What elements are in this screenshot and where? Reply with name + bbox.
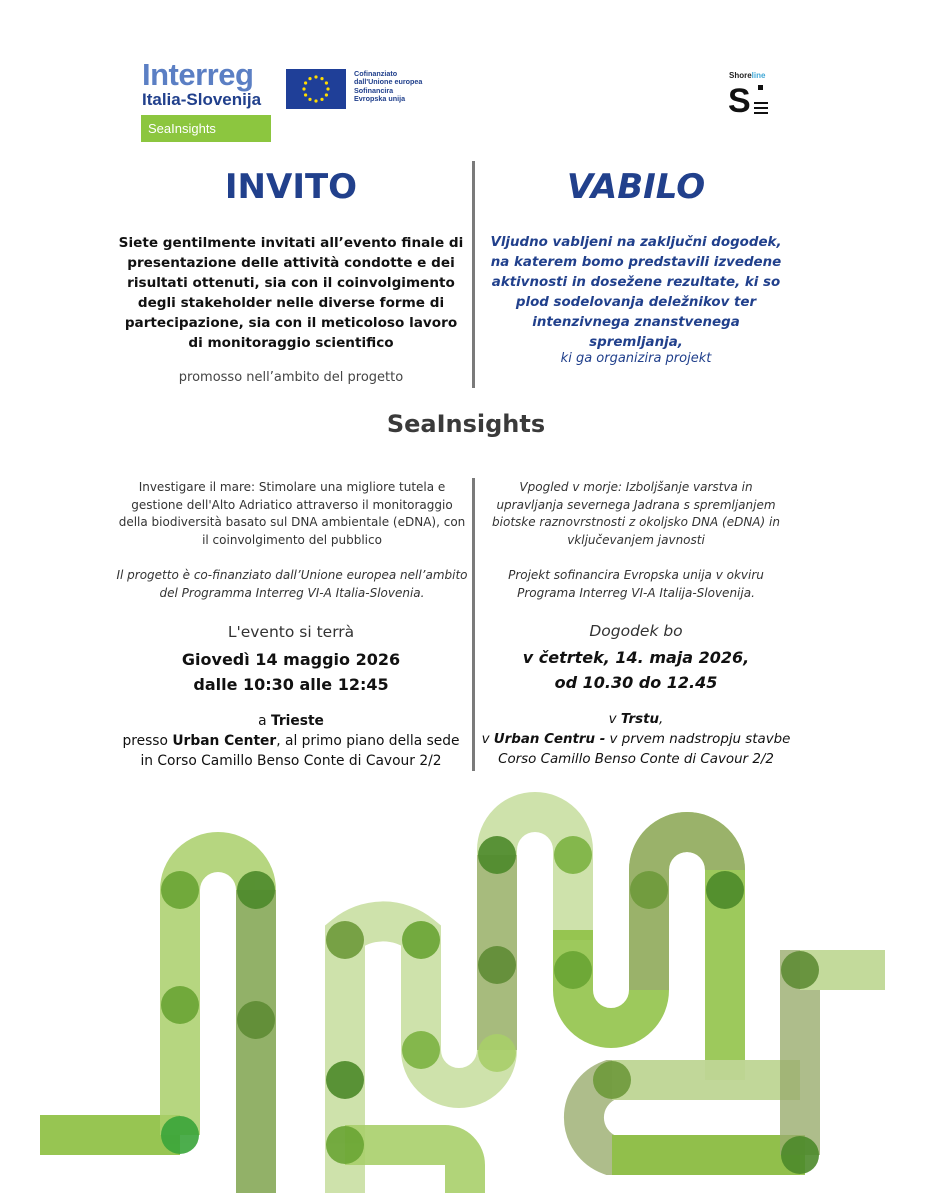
project-badge: SeaInsights [141, 115, 271, 142]
svg-text:S: S [728, 82, 751, 120]
loc-city-sl: Trstu [620, 712, 660, 727]
cofin-line-3: Sofinancira [354, 85, 394, 95]
event-date-slovenian: v četrtek, 14. maja 2026, [522, 648, 750, 667]
project-name: SeaInsights [386, 410, 546, 438]
event-time-italian: dalle 10:30 alle 12:45 [193, 675, 389, 694]
funding-slovenian: Projekt sofinancira Evropska unija v okviru Programa Interreg VI-A Italija-Slovenija. [508, 568, 764, 600]
promo-slovenian: ki ga organizira projekt [560, 351, 712, 366]
cofin-line-1: Cofinanziato [354, 69, 398, 78]
promo-italian: promosso nell’ambito del progetto [178, 370, 404, 385]
loc-rest-sl: v prvem nadstropju stavbe [605, 732, 791, 747]
interreg-logo-word: Interreg [142, 57, 254, 92]
event-heading-italian: L'evento si terrà [227, 623, 355, 641]
loc-venue-sl: Urban Centru - [493, 732, 606, 747]
intro-italian: Siete gentilmente invitati all’evento finale di presentazione delle attività condotte e dei risultati ottenuti, sia con il coinvolgimento degli stakeholder nelle diverse forme di partecipazione, sia con il meticoloso lavoro di monitoraggio scientifico [118, 235, 464, 351]
decorative-pipes-graphic [0, 780, 932, 1197]
title-invito: INVITO [224, 167, 358, 207]
title-vabilo: VABILO [566, 167, 706, 207]
event-datetime-slovenian [478, 645, 794, 695]
loc-presso-it: presso [122, 733, 168, 749]
loc-prefix-it: a [258, 713, 267, 729]
location-address-italian: in Corso Camillo Benso Conte di Cavour 2/2 [140, 753, 442, 769]
cofin-line-2: dall'Unione europea [354, 77, 423, 87]
description-slovenian: Vpogled v morje: Izboljšanje varstva in upravljanja severnega Jadrana s spremljanjem biotske raznovrstnosti z okoljsko DNA (eDNA) in vključevanjem javnosti [492, 480, 780, 547]
loc-rest-it: , al primo piano della sede [276, 733, 460, 749]
column-divider-top [472, 161, 475, 388]
description-italian: Investigare il mare: Stimolare una migliore tutela e gestione dell'Alto Adriatico attraverso il monitoraggio della biodiversità basato sul DNA ambientale (eDNA), con il coinvolgimento del pubblico [118, 480, 466, 547]
shoreline-word-a: Shore [729, 71, 752, 80]
loc-prefix-sl: v [608, 712, 617, 727]
event-time-slovenian: od 10.30 do 12.45 [554, 673, 718, 692]
location-city-line-slovenian [478, 710, 794, 730]
location-slovenian [478, 710, 794, 770]
loc-comma-sl: , [659, 712, 664, 727]
event-date-italian: Giovedì 14 maggio 2026 [181, 650, 401, 669]
location-address-slovenian: Corso Camillo Benso Conte di Cavour 2/2 [498, 752, 774, 767]
column-divider-bottom [472, 478, 475, 771]
location-venue-line-slovenian [478, 730, 794, 750]
eu-flag-icon [286, 69, 346, 109]
location-italian [110, 711, 472, 771]
loc-venue-it: Urban Center [172, 733, 277, 749]
event-heading-slovenian: Dogodek bo [589, 622, 683, 640]
interreg-logo-region: Italia-Slovenija [142, 90, 262, 109]
shoreline-word-b: line [751, 71, 766, 80]
shoreline-logo-word [729, 71, 765, 80]
loc-city-it: Trieste [270, 713, 324, 729]
shoreline-logo-icon [728, 82, 772, 120]
location-venue-line-italian [110, 731, 472, 751]
funding-italian: Il progetto è co-finanziato dall’Unione europea nell’ambito del Programma Interreg VI-A Italia-Slovenia. [116, 568, 468, 600]
cofin-line-4: Evropska unija [354, 94, 406, 104]
loc-v-sl: v [481, 732, 490, 747]
cofinancing-label [354, 70, 422, 104]
intro-slovenian: Vljudno vabljeni na zaključni dogodek, na katerem bomo predstavili izvedene aktivnosti in dosežene rezultate, ki so plod sodelovanja deležnikov ter intenzivnega znanstvenega spremljanja, [490, 235, 782, 350]
location-city-line-italian [110, 711, 472, 731]
event-datetime-italian [110, 647, 472, 697]
